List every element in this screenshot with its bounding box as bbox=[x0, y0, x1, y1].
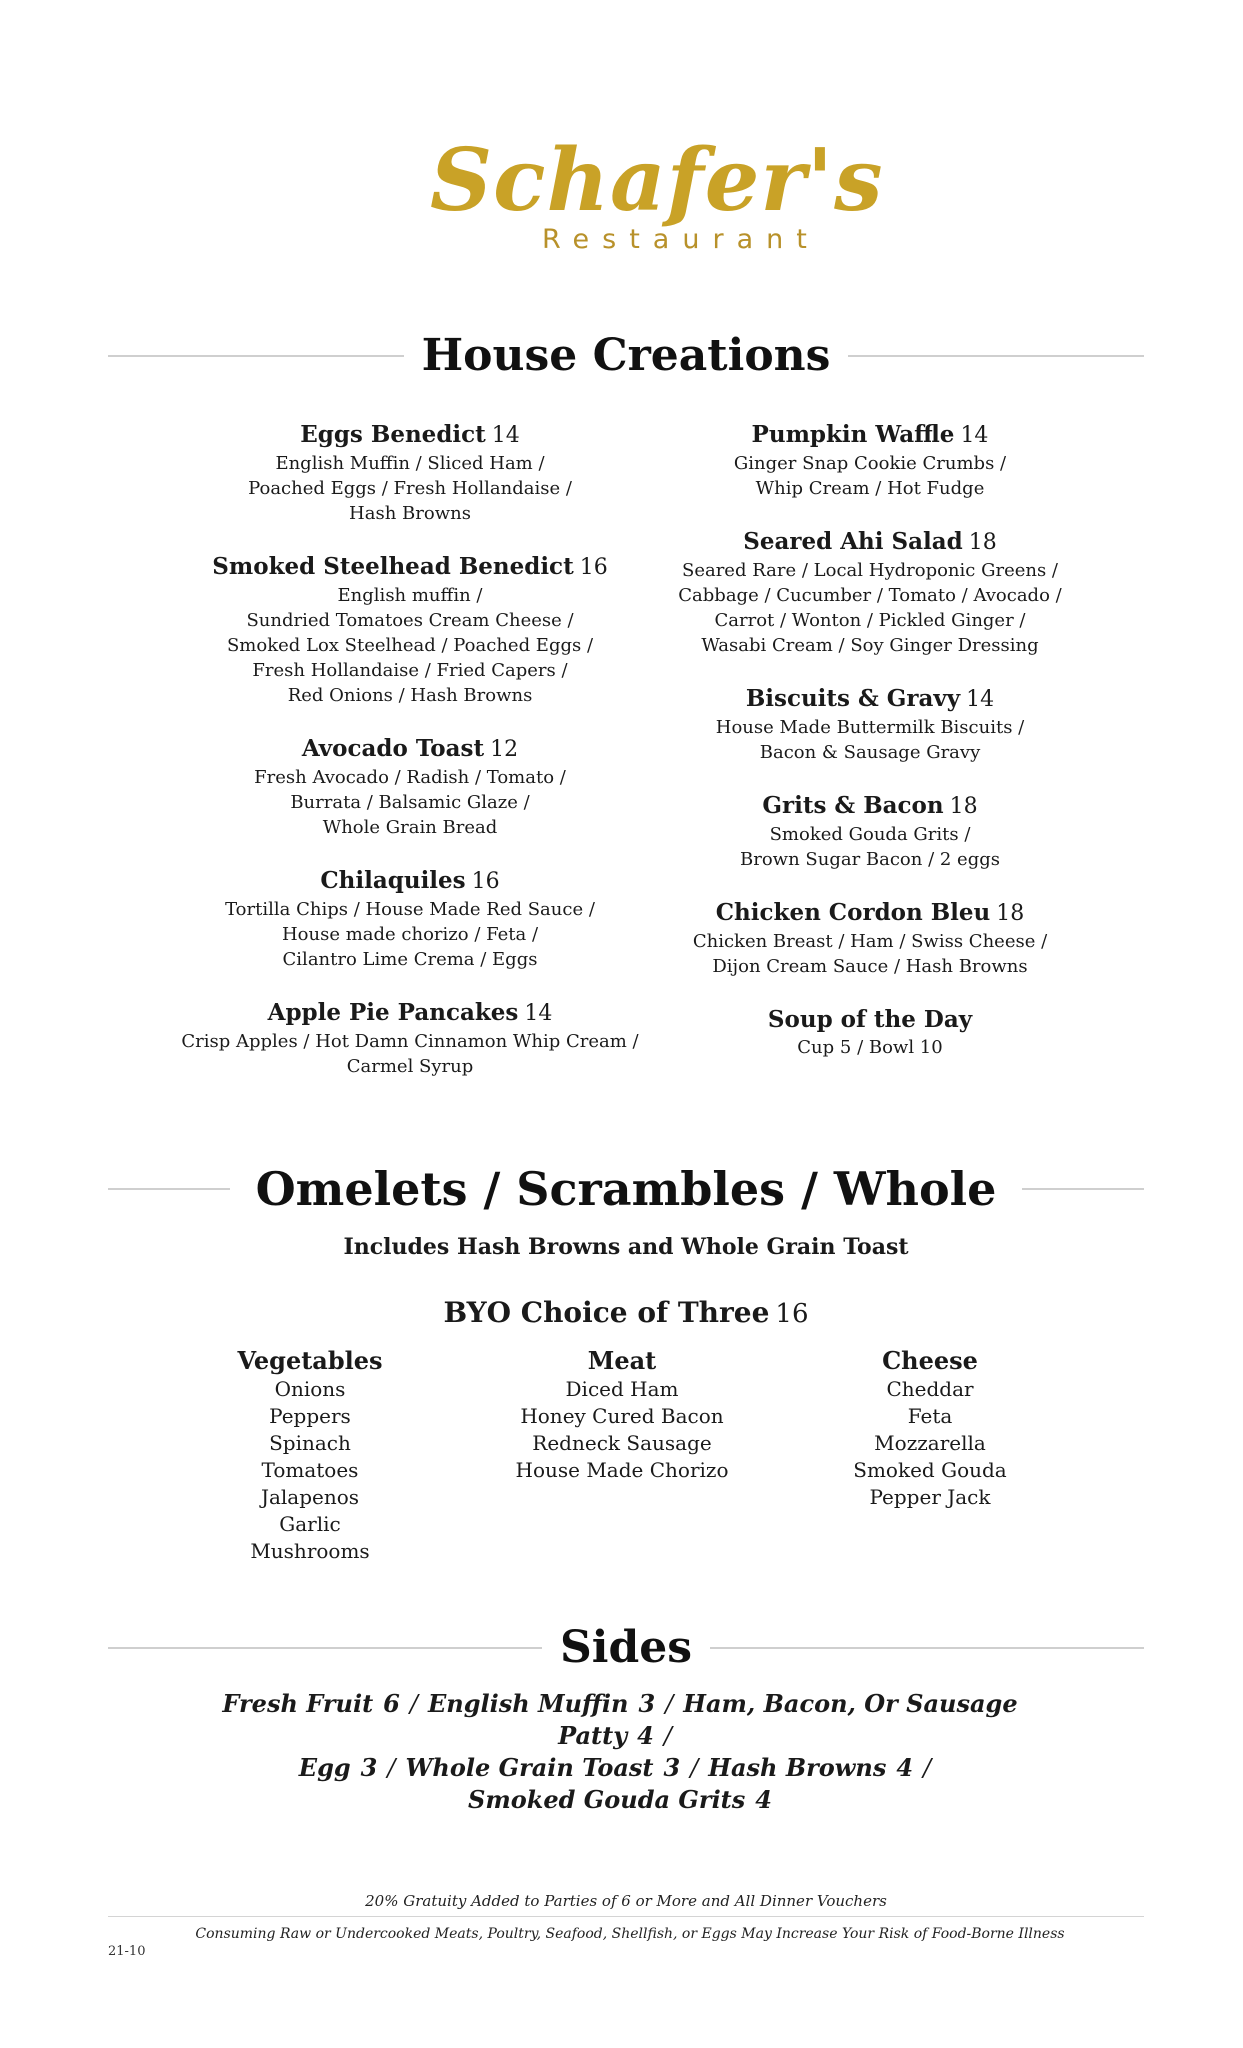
menu-item-title-row bbox=[180, 998, 640, 1029]
side-separator: / bbox=[409, 1690, 418, 1718]
ingredient-option: Tomatoes bbox=[261, 1458, 359, 1482]
menu-item-price: 18 bbox=[949, 794, 978, 819]
logo-subtitle: Restaurant bbox=[542, 224, 820, 255]
side-item-price: 4 bbox=[755, 1785, 772, 1814]
house-creations-header bbox=[108, 330, 1144, 381]
ingredient-group-title: Meat bbox=[587, 1346, 657, 1375]
ingredient-option: Diced Ham bbox=[565, 1377, 679, 1401]
ingredient-option: House Made Chorizo bbox=[515, 1458, 729, 1482]
side-item-price: 4 bbox=[637, 1721, 654, 1750]
menu-item-price: 14 bbox=[960, 423, 989, 448]
byo-name: BYO Choice of Three bbox=[443, 1296, 770, 1329]
menu-item bbox=[180, 420, 640, 526]
side-item-name: Whole Grain Toast bbox=[405, 1753, 654, 1782]
food-safety-warning: Consuming Raw or Undercooked Meats, Poultry, Seafood, Shellfish, or Eggs May Increase Your Risk of Food-Borne Illness bbox=[195, 1926, 1065, 1942]
menu-item-description-line: Red Onions / Hash Browns bbox=[287, 685, 533, 706]
footer-rule bbox=[108, 1916, 1144, 1917]
ingredient-option: Peppers bbox=[269, 1404, 351, 1428]
menu-item-description-line: House made chorizo / Feta / bbox=[281, 924, 539, 945]
menu-item-description-line: Cup 5 / Bowl 10 bbox=[797, 1037, 943, 1058]
menu-item-name: Pumpkin Waffle bbox=[751, 421, 955, 448]
menu-item-description-line: Wasabi Cream / Soy Ginger Dressing bbox=[701, 635, 1039, 656]
byo-price: 16 bbox=[775, 1299, 809, 1329]
ingredient-group-cheese bbox=[800, 1346, 1060, 1511]
menu-item-description-line: Fresh Avocado / Radish / Tomato / bbox=[254, 767, 566, 788]
side-item-name: Smoked Gouda Grits bbox=[468, 1785, 746, 1814]
side-item-price: 3 bbox=[360, 1753, 378, 1782]
menu-item-name: Avocado Toast bbox=[301, 735, 485, 762]
menu-item-name: Chicken Cordon Bleu bbox=[715, 899, 991, 926]
side-item-name: Ham, Bacon, Or Sausage Patty bbox=[558, 1689, 1018, 1750]
menu-item-price: 12 bbox=[490, 737, 519, 762]
menu-item bbox=[640, 527, 1100, 658]
house-creations-left-column bbox=[180, 420, 640, 1105]
menu-item-title-row bbox=[640, 791, 1100, 822]
menu-item-price: 18 bbox=[968, 530, 997, 555]
menu-item-price: 18 bbox=[996, 901, 1025, 926]
sides-line bbox=[180, 1752, 1060, 1784]
menu-item-description-line: Sundried Tomatoes Cream Cheese / bbox=[246, 610, 574, 631]
side-item-name: Hash Browns bbox=[708, 1753, 887, 1782]
menu-item-description-line: Poached Eggs / Fresh Hollandaise / bbox=[248, 478, 572, 499]
restaurant-logo bbox=[430, 130, 884, 268]
side-item-name: Fresh Fruit bbox=[222, 1689, 374, 1718]
menu-item-description-line: Whole Grain Bread bbox=[322, 817, 498, 838]
sides-list bbox=[180, 1688, 1060, 1816]
menu-item-description-line: Brown Sugar Bacon / 2 eggs bbox=[740, 849, 1000, 870]
sides-title: Sides bbox=[559, 1622, 693, 1673]
gratuity-note: 20% Gratuity Added to Parties of 6 or More and All Dinner Vouchers bbox=[365, 1892, 887, 1910]
ingredient-option: Onions bbox=[274, 1377, 346, 1401]
menu-item bbox=[180, 998, 640, 1079]
side-item-price: 3 bbox=[663, 1753, 681, 1782]
side-item-price: 4 bbox=[896, 1753, 914, 1782]
menu-item-description-line: Cabbage / Cucumber / Tomato / Avocado / bbox=[678, 585, 1062, 606]
menu-item-name: Grits & Bacon bbox=[762, 792, 944, 819]
ingredient-option: Redneck Sausage bbox=[532, 1431, 712, 1455]
ingredient-option: Cheddar bbox=[886, 1377, 974, 1401]
menu-item-name: Eggs Benedict bbox=[300, 421, 486, 448]
header-rule-left bbox=[108, 1647, 542, 1649]
menu-item-description-line: Bacon & Sausage Gravy bbox=[759, 742, 981, 763]
side-item-price: 6 bbox=[383, 1689, 400, 1718]
menu-item bbox=[180, 866, 640, 972]
ingredient-option: Feta bbox=[907, 1404, 953, 1428]
menu-item-description-line: Seared Rare / Local Hydroponic Greens / bbox=[681, 560, 1058, 581]
ingredient-option: Pepper Jack bbox=[869, 1485, 991, 1509]
menu-item-title-row bbox=[640, 684, 1100, 715]
menu-item-description-line: Fresh Hollandaise / Fried Capers / bbox=[252, 660, 568, 681]
menu-item-description-line: Cilantro Lime Crema / Eggs bbox=[282, 949, 538, 970]
ingredient-group-title: Vegetables bbox=[237, 1346, 383, 1375]
menu-item-price: 14 bbox=[966, 687, 995, 712]
menu-item-title-row bbox=[640, 527, 1100, 558]
menu-item bbox=[180, 552, 640, 708]
sides-line bbox=[180, 1784, 1060, 1816]
menu-item bbox=[180, 734, 640, 840]
ingredient-option: Jalapenos bbox=[260, 1485, 360, 1509]
menu-item-title-row bbox=[180, 552, 640, 583]
menu-item-description-line: House Made Buttermilk Biscuits / bbox=[715, 717, 1025, 738]
menu-item-description-line: English muffin / bbox=[337, 585, 483, 606]
menu-item-description-line: Crisp Apples / Hot Damn Cinnamon Whip Cream / bbox=[181, 1031, 639, 1052]
menu-item-title-row bbox=[640, 1005, 1100, 1035]
ingredient-option: Spinach bbox=[269, 1431, 351, 1455]
menu-item-description-line: Hash Browns bbox=[349, 503, 471, 524]
menu-item-name: Chilaquiles bbox=[320, 867, 466, 894]
menu-item-description-line: Carrot / Wonton / Pickled Ginger / bbox=[714, 610, 1026, 631]
menu-item bbox=[640, 684, 1100, 765]
side-item-price: 3 bbox=[638, 1689, 656, 1718]
menu-item-description-line: Dijon Cream Sauce / Hash Browns bbox=[712, 956, 1028, 977]
menu-item-price: 16 bbox=[471, 869, 500, 894]
menu-item-name: Soup of the Day bbox=[767, 1006, 973, 1033]
sides-line bbox=[180, 1688, 1060, 1752]
side-separator: / bbox=[387, 1754, 396, 1782]
side-separator: / bbox=[690, 1754, 699, 1782]
menu-version-code: 21-10 bbox=[108, 1944, 146, 1959]
sides-header bbox=[108, 1622, 1144, 1673]
menu-item-name: Smoked Steelhead Benedict bbox=[212, 553, 574, 580]
menu-item bbox=[640, 791, 1100, 872]
menu-item-price: 14 bbox=[491, 423, 520, 448]
menu-item-description-line: Ginger Snap Cookie Crumbs / bbox=[733, 453, 1007, 474]
omelets-header bbox=[108, 1162, 1144, 1216]
ingredient-group-meat bbox=[492, 1346, 752, 1484]
house-creations-title: House Creations bbox=[421, 330, 831, 381]
menu-item-description-line: Smoked Gouda Grits / bbox=[769, 824, 971, 845]
menu-item-description-line: Chicken Breast / Ham / Swiss Cheese / bbox=[692, 931, 1048, 952]
side-separator: / bbox=[923, 1754, 932, 1782]
side-separator: / bbox=[663, 1722, 672, 1750]
omelets-subtitle: Includes Hash Browns and Whole Grain Toast bbox=[343, 1234, 909, 1260]
ingredient-group-vegetables bbox=[180, 1346, 440, 1565]
side-item-name: English Muffin bbox=[427, 1689, 629, 1718]
logo-script-text: Schafer's bbox=[430, 130, 884, 231]
header-rule-left bbox=[108, 355, 404, 357]
menu-item-title-row bbox=[640, 420, 1100, 451]
header-rule-right bbox=[710, 1647, 1144, 1649]
menu-item-description-line: Smoked Lox Steelhead / Poached Eggs / bbox=[226, 635, 594, 656]
menu-item-title-row bbox=[180, 866, 640, 897]
menu-item-description-line: English Muffin / Sliced Ham / bbox=[275, 453, 545, 474]
menu-item bbox=[640, 420, 1100, 501]
ingredient-group-title: Cheese bbox=[882, 1346, 978, 1375]
ingredient-option: Smoked Gouda bbox=[853, 1458, 1007, 1482]
menu-item-description-line: Tortilla Chips / House Made Red Sauce / bbox=[225, 899, 595, 920]
header-rule-left bbox=[108, 1188, 230, 1190]
house-creations-right-column bbox=[640, 420, 1100, 1086]
menu-item bbox=[640, 898, 1100, 979]
menu-item-description-line: Whip Cream / Hot Fudge bbox=[755, 478, 985, 499]
menu-item-description-line: Carmel Syrup bbox=[346, 1056, 474, 1077]
side-item-name: Egg bbox=[298, 1753, 351, 1782]
menu-item-name: Seared Ahi Salad bbox=[743, 528, 963, 555]
menu-item-price: 14 bbox=[524, 1001, 553, 1026]
menu-item-price: 16 bbox=[579, 555, 608, 580]
ingredient-option: Garlic bbox=[279, 1512, 341, 1536]
side-separator: / bbox=[665, 1690, 674, 1718]
omelets-title: Omelets / Scrambles / Whole bbox=[255, 1162, 997, 1216]
menu-item-description-line: Burrata / Balsamic Glaze / bbox=[290, 792, 530, 813]
menu-item-title-row bbox=[640, 898, 1100, 929]
ingredient-option: Mozzarella bbox=[874, 1431, 986, 1455]
header-rule-right bbox=[848, 355, 1144, 357]
menu-item-name: Biscuits & Gravy bbox=[745, 685, 961, 712]
menu-item-name: Apple Pie Pancakes bbox=[267, 999, 519, 1026]
ingredient-option: Honey Cured Bacon bbox=[520, 1404, 724, 1428]
ingredient-option: Mushrooms bbox=[250, 1539, 370, 1563]
header-rule-right bbox=[1022, 1188, 1144, 1190]
menu-item-title-row bbox=[180, 734, 640, 765]
menu-item-title-row bbox=[180, 420, 640, 451]
byo-item bbox=[108, 1296, 1144, 1329]
menu-item bbox=[640, 1005, 1100, 1060]
